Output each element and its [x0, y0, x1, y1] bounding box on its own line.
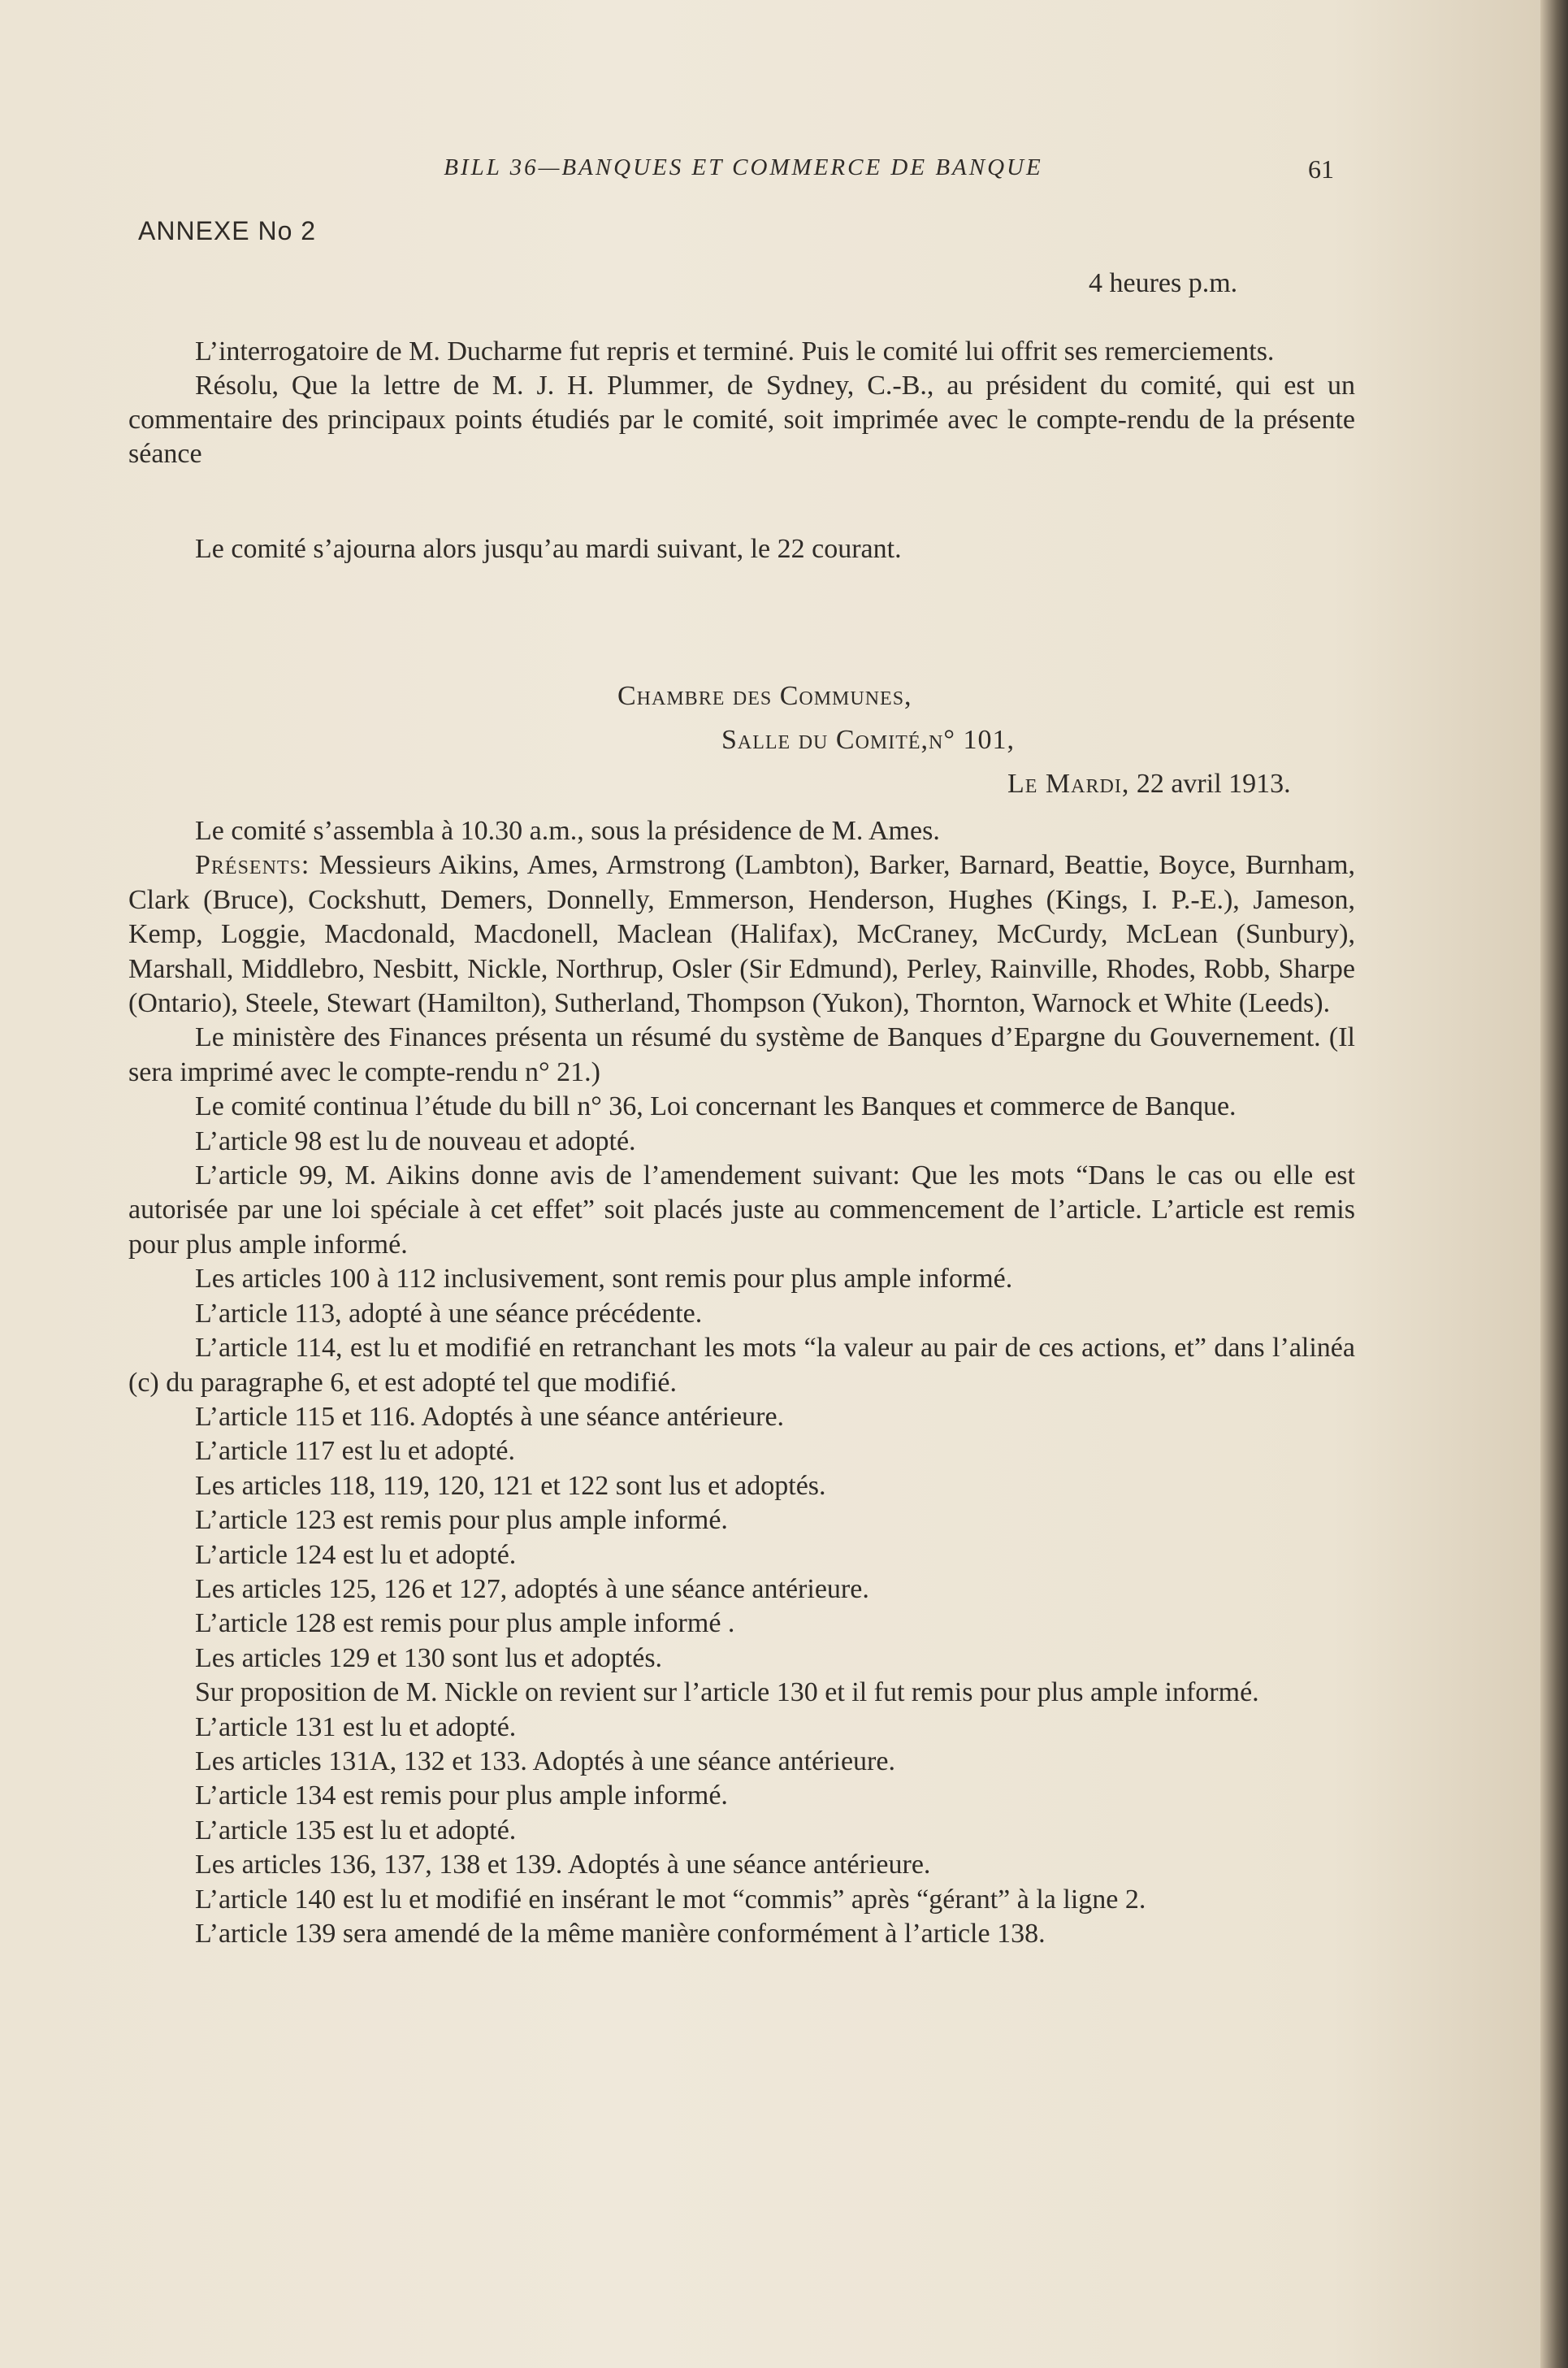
paragraph: L’interrogatoire de M. Ducharme fut repris et terminé. Puis le comité lui offrit ses remerciements. [195, 336, 1275, 366]
paragraph: L’article 124 est lu et adopté. [195, 1539, 517, 1570]
page-binding-edge [1540, 0, 1568, 2368]
heading-room: Salle du Comité,n° 101, [721, 725, 1015, 755]
paragraph: L’article 131 est lu et adopté. [195, 1711, 517, 1742]
opening-paragraph: Le comité s’assembla à 10.30 a.m., sous la présidence de M. Ames. [195, 816, 940, 846]
paragraph: L’article 128 est remis pour plus ample informé . [195, 1608, 735, 1639]
paragraph: L’article 115 et 116. Adoptés à une séance antérieure. [195, 1401, 785, 1432]
paragraph: Les articles 131A, 132 et 133. Adoptés à une séance antérieure. [195, 1746, 895, 1776]
paragraph: Les articles 118, 119, 120, 121 et 122 sont lus et adoptés. [195, 1470, 826, 1501]
paragraph: Le comité s’ajourna alors jusqu’au mardi suivant, le 22 courant. [195, 534, 902, 564]
heading-date-value: 22 avril 1913. [1136, 769, 1291, 799]
annex-label: ANNEXE No 2 [138, 216, 317, 245]
heading-chamber: Chambre des Communes, [617, 681, 912, 711]
paragraph: L’article 98 est lu de nouveau et adopté. [195, 1125, 636, 1156]
paragraph: L’article 134 est remis pour plus ample informé. [195, 1780, 728, 1811]
running-title: BILL 36—BANQUES ET COMMERCE DE BANQUE [444, 154, 1043, 180]
paragraph: L’article 117 est lu et adopté. [195, 1436, 516, 1467]
paragraph: Les articles 100 à 112 inclusivement, sont remis pour plus ample informé. [195, 1264, 1013, 1295]
adjournment-note [128, 532, 1355, 566]
paragraph: Résolu, Que la lettre de M. J. H. Plummer, de Sydney, C.-B., au président du comité, qui est un commentaire des principaux points étudiés par le comité, soit imprimée avec le compte-rendu de la présente séance [128, 371, 1355, 469]
paragraph: Le comité continua l’étude du bill n° 36, Loi concernant les Banques et commerce de Banque. [195, 1091, 1237, 1122]
heading-date [1007, 769, 1291, 800]
session-one-body [128, 335, 1355, 471]
attendance-paragraph [128, 848, 1355, 1021]
heading-day: Le Mardi, [1007, 769, 1130, 799]
paragraph: L’article 139 sera amendé de la même manière conformément à l’article 138. [195, 1919, 1046, 1949]
page-number: 61 [1308, 154, 1334, 184]
paragraph: Le ministère des Finances présenta un résumé du système de Banques d’Epargne du Gouvernement. (Il sera imprimé avec le compte-rendu n° 21.) [128, 1022, 1355, 1087]
paragraph: L’article 113, adopté à une séance précédente. [195, 1298, 703, 1329]
paragraph: L’article 140 est lu et modifié en insérant le mot “commis” après “gérant” à la ligne 2. [195, 1884, 1146, 1915]
session-time: 4 heures p.m. [1089, 268, 1238, 298]
present-list: Messieurs Aikins, Ames, Armstrong (Lambton), Barker, Barnard, Beattie, Boyce, Burnham, Clark (Bruce), Cockshutt, Demers, Donnelly, Emmerson, Henderson, Hughes (Kings, I. P.-E.), Jameson, Kemp, Loggie, Macdonald, Macdonell, Maclean (Halifax), McCraney, McCurdy, McLean (Sunbury), Marshall, Middlebro, Nesbitt, Nickle, Northrup, Osler (Sir Edmund), Perley, Rainville, Rhodes, Robb, Sharpe (Ontario), Steele, Stewart (Hamilton), Sutherland, Thompson (Yukon), Thornton, Warnock et White (Leeds). [128, 850, 1355, 1019]
paragraph: L’article 135 est lu et adopté. [195, 1815, 517, 1845]
session-two-body [128, 814, 1355, 1951]
paragraph: Sur proposition de M. Nickle on revient sur l’article 130 et il fut remis pour plus ample informé. [195, 1677, 1259, 1708]
paragraph: Les articles 129 et 130 sont lus et adoptés. [195, 1642, 663, 1673]
paragraph: L’article 99, M. Aikins donne avis de l’amendement suivant: Que les mots “Dans le cas ou elle est autorisée par une loi spéciale à cet effet” soit placés juste au commencement de l’article. L’article est remis pour plus ample informé. [128, 1160, 1355, 1260]
paragraph: L’article 123 est remis pour plus ample informé. [195, 1505, 728, 1536]
present-label: Présents: [195, 850, 310, 881]
paragraph: Les articles 136, 137, 138 et 139. Adoptés à une séance antérieure. [195, 1850, 931, 1880]
paragraph: Les articles 125, 126 et 127, adoptés à une séance antérieure. [195, 1573, 869, 1604]
paragraph: L’article 114, est lu et modifié en retranchant les mots “la valeur au pair de ces actions, et” dans l’alinéa (c) du paragraphe 6, et est adopté tel que modifié. [128, 1333, 1355, 1398]
